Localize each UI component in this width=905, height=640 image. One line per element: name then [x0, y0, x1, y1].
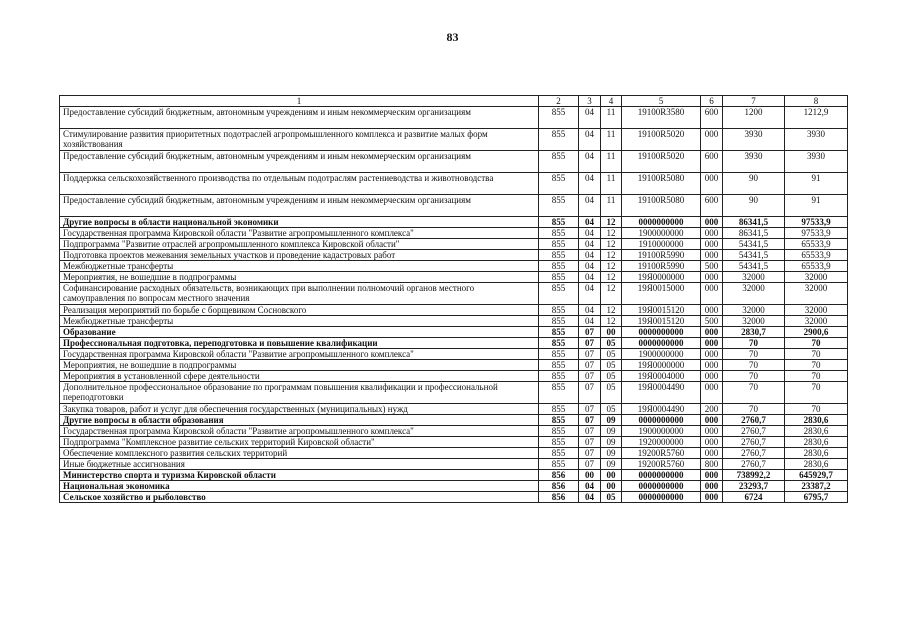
row-name: Образование — [60, 327, 539, 338]
table-row — [60, 448, 848, 459]
table-body — [60, 107, 848, 503]
row-expense-type: 500 — [701, 261, 723, 272]
row-code: 856 — [539, 492, 579, 503]
row-expense-type: 000 — [701, 338, 723, 349]
row-amount-year2: 70 — [785, 349, 848, 360]
table-row — [60, 195, 848, 217]
row-subsection: 12 — [601, 283, 622, 305]
row-code: 855 — [539, 272, 579, 283]
row-expense-type: 000 — [701, 382, 723, 404]
row-subsection: 11 — [601, 173, 622, 195]
row-subsection: 12 — [601, 250, 622, 261]
row-code: 855 — [539, 327, 579, 338]
table-row — [60, 360, 848, 371]
table-row — [60, 272, 848, 283]
row-amount-year2: 91 — [785, 173, 848, 195]
row-target-code: 0000000000 — [622, 217, 701, 228]
row-amount-year1: 90 — [723, 173, 785, 195]
table-row — [60, 305, 848, 316]
table-row — [60, 228, 848, 239]
row-subsection: 05 — [601, 371, 622, 382]
table-row — [60, 459, 848, 470]
row-amount-year1: 32000 — [723, 283, 785, 305]
row-amount-year2: 1212,9 — [785, 107, 848, 129]
row-name: Подпрограмма "Развитие отраслей агропромышленного комплекса Кировской области" — [60, 239, 539, 250]
row-amount-year1: 6724 — [723, 492, 785, 503]
col-header-1: 1 — [60, 96, 539, 107]
row-name: Межбюджетные трансферты — [60, 316, 539, 327]
row-section: 04 — [579, 283, 601, 305]
table-header-row — [60, 96, 848, 107]
row-name: Дополнительное профессиональное образование по программам повышения квалификации и профессиональной переподготовки — [60, 382, 539, 404]
row-code: 855 — [539, 261, 579, 272]
row-target-code: 0000000000 — [622, 481, 701, 492]
row-subsection: 05 — [601, 338, 622, 349]
row-expense-type: 000 — [701, 305, 723, 316]
row-expense-type: 000 — [701, 371, 723, 382]
row-name: Поддержка сельскохозяйственного производства по отдельным подотраслям растениеводства и животноводства — [60, 173, 539, 195]
row-target-code: 0000000000 — [622, 327, 701, 338]
row-amount-year1: 86341,5 — [723, 217, 785, 228]
row-section: 00 — [579, 470, 601, 481]
table-row — [60, 338, 848, 349]
table-row — [60, 129, 848, 151]
row-target-code: 0000000000 — [622, 470, 701, 481]
row-target-code: 19200R5760 — [622, 459, 701, 470]
row-subsection: 12 — [601, 239, 622, 250]
row-section: 07 — [579, 459, 601, 470]
row-section: 07 — [579, 437, 601, 448]
row-amount-year2: 2830,6 — [785, 426, 848, 437]
table-row — [60, 316, 848, 327]
row-target-code: 19Я0015000 — [622, 283, 701, 305]
row-subsection: 09 — [601, 437, 622, 448]
row-section: 07 — [579, 448, 601, 459]
row-expense-type: 600 — [701, 107, 723, 129]
row-section: 07 — [579, 327, 601, 338]
row-target-code: 1900000000 — [622, 349, 701, 360]
row-target-code: 19Я0000000 — [622, 360, 701, 371]
row-expense-type: 000 — [701, 437, 723, 448]
row-expense-type: 200 — [701, 404, 723, 415]
row-amount-year2: 65533,9 — [785, 250, 848, 261]
row-subsection: 12 — [601, 316, 622, 327]
row-target-code: 19100R5990 — [622, 261, 701, 272]
row-section: 07 — [579, 382, 601, 404]
row-subsection: 05 — [601, 492, 622, 503]
row-section: 07 — [579, 360, 601, 371]
row-amount-year1: 70 — [723, 349, 785, 360]
row-subsection: 09 — [601, 426, 622, 437]
row-target-code: 19100R5020 — [622, 129, 701, 151]
row-code: 855 — [539, 437, 579, 448]
row-amount-year2: 97533,9 — [785, 228, 848, 239]
row-name: Государственная программа Кировской области "Развитие агропромышленного комплекса" — [60, 349, 539, 360]
row-amount-year1: 70 — [723, 404, 785, 415]
row-code: 855 — [539, 371, 579, 382]
row-section: 07 — [579, 404, 601, 415]
row-amount-year2: 70 — [785, 382, 848, 404]
row-amount-year1: 70 — [723, 371, 785, 382]
row-expense-type: 000 — [701, 272, 723, 283]
row-amount-year2: 32000 — [785, 272, 848, 283]
row-expense-type: 000 — [701, 481, 723, 492]
row-target-code: 19Я0004000 — [622, 371, 701, 382]
row-expense-type: 800 — [701, 459, 723, 470]
col-header-2: 2 — [539, 96, 579, 107]
row-code: 855 — [539, 239, 579, 250]
row-target-code: 19100R3580 — [622, 107, 701, 129]
table-row — [60, 481, 848, 492]
row-subsection: 05 — [601, 360, 622, 371]
row-target-code: 1900000000 — [622, 426, 701, 437]
row-expense-type: 000 — [701, 426, 723, 437]
row-target-code: 19100R5080 — [622, 195, 701, 217]
row-section: 04 — [579, 239, 601, 250]
row-subsection: 12 — [601, 228, 622, 239]
row-section: 04 — [579, 250, 601, 261]
row-name: Другие вопросы в области национальной экономики — [60, 217, 539, 228]
table-row — [60, 415, 848, 426]
row-name: Мероприятия, не вошедшие в подпрограммы — [60, 360, 539, 371]
col-header-5: 5 — [622, 96, 701, 107]
row-amount-year2: 32000 — [785, 283, 848, 305]
row-expense-type: 600 — [701, 151, 723, 173]
table-row — [60, 470, 848, 481]
row-amount-year2: 2830,6 — [785, 448, 848, 459]
row-amount-year1: 2760,7 — [723, 459, 785, 470]
table-row — [60, 492, 848, 503]
row-code: 855 — [539, 283, 579, 305]
row-expense-type: 000 — [701, 239, 723, 250]
row-name: Национальная экономика — [60, 481, 539, 492]
row-code: 855 — [539, 459, 579, 470]
row-amount-year1: 70 — [723, 382, 785, 404]
table-row — [60, 327, 848, 338]
row-section: 07 — [579, 338, 601, 349]
row-amount-year1: 86341,5 — [723, 228, 785, 239]
row-code: 855 — [539, 129, 579, 151]
row-amount-year1: 32000 — [723, 316, 785, 327]
row-amount-year2: 65533,9 — [785, 239, 848, 250]
row-subsection: 05 — [601, 349, 622, 360]
row-section: 07 — [579, 426, 601, 437]
row-amount-year1: 2760,7 — [723, 415, 785, 426]
row-section: 04 — [579, 305, 601, 316]
row-subsection: 09 — [601, 415, 622, 426]
row-subsection: 00 — [601, 327, 622, 338]
row-name: Предоставление субсидий бюджетным, автономным учреждениям и иным некоммерческим организациям — [60, 151, 539, 173]
table-row — [60, 239, 848, 250]
table-row — [60, 107, 848, 129]
row-amount-year2: 70 — [785, 371, 848, 382]
row-code: 855 — [539, 107, 579, 129]
row-amount-year2: 91 — [785, 195, 848, 217]
row-amount-year1: 1200 — [723, 107, 785, 129]
row-expense-type: 600 — [701, 195, 723, 217]
row-section: 04 — [579, 272, 601, 283]
row-amount-year2: 645929,7 — [785, 470, 848, 481]
row-subsection: 12 — [601, 217, 622, 228]
row-amount-year2: 32000 — [785, 316, 848, 327]
row-name: Стимулирование развития приоритетных подотраслей агропромышленного комплекса и развитие малых форм хозяйствования — [60, 129, 539, 151]
row-subsection: 05 — [601, 404, 622, 415]
row-target-code: 19Я0015120 — [622, 316, 701, 327]
row-code: 855 — [539, 151, 579, 173]
col-header-4: 4 — [601, 96, 622, 107]
row-code: 855 — [539, 173, 579, 195]
row-code: 855 — [539, 448, 579, 459]
row-target-code: 1910000000 — [622, 239, 701, 250]
row-amount-year1: 2760,7 — [723, 426, 785, 437]
row-name: Иные бюджетные ассигнования — [60, 459, 539, 470]
row-amount-year1: 70 — [723, 360, 785, 371]
table-row — [60, 250, 848, 261]
row-target-code: 1900000000 — [622, 228, 701, 239]
row-name: Реализация мероприятий по борьбе с борщевиком Сосновского — [60, 305, 539, 316]
row-subsection: 00 — [601, 481, 622, 492]
row-section: 04 — [579, 195, 601, 217]
row-target-code: 0000000000 — [622, 492, 701, 503]
table-row — [60, 261, 848, 272]
row-amount-year1: 23293,7 — [723, 481, 785, 492]
row-code: 855 — [539, 404, 579, 415]
row-target-code: 19Я0004490 — [622, 404, 701, 415]
row-expense-type: 000 — [701, 470, 723, 481]
row-code: 855 — [539, 415, 579, 426]
budget-table — [59, 95, 848, 503]
row-amount-year2: 2830,6 — [785, 437, 848, 448]
row-amount-year2: 3930 — [785, 129, 848, 151]
row-expense-type: 000 — [701, 492, 723, 503]
table-row — [60, 371, 848, 382]
row-subsection: 11 — [601, 195, 622, 217]
row-subsection: 11 — [601, 151, 622, 173]
row-expense-type: 000 — [701, 327, 723, 338]
row-name: Обеспечение комплексного развития сельских территорий — [60, 448, 539, 459]
row-section: 04 — [579, 481, 601, 492]
row-subsection: 12 — [601, 261, 622, 272]
row-amount-year2: 65533,9 — [785, 261, 848, 272]
row-name: Предоставление субсидий бюджетным, автономным учреждениям и иным некоммерческим организациям — [60, 107, 539, 129]
row-name: Подготовка проектов межевания земельных участков и проведение кадастровых работ — [60, 250, 539, 261]
table-row — [60, 217, 848, 228]
row-section: 04 — [579, 316, 601, 327]
row-subsection: 12 — [601, 305, 622, 316]
row-name: Государственная программа Кировской области "Развитие агропромышленного комплекса" — [60, 228, 539, 239]
row-code: 855 — [539, 360, 579, 371]
row-target-code: 19100R5080 — [622, 173, 701, 195]
row-amount-year1: 2760,7 — [723, 437, 785, 448]
row-name: Министерство спорта и туризма Кировской области — [60, 470, 539, 481]
row-amount-year2: 32000 — [785, 305, 848, 316]
row-target-code: 0000000000 — [622, 415, 701, 426]
row-expense-type: 000 — [701, 360, 723, 371]
row-name: Закупка товаров, работ и услуг для обеспечения государственных (муниципальных) нужд — [60, 404, 539, 415]
row-expense-type: 000 — [701, 448, 723, 459]
row-section: 07 — [579, 349, 601, 360]
row-subsection: 05 — [601, 382, 622, 404]
row-target-code: 19100R5020 — [622, 151, 701, 173]
row-target-code: 19200R5760 — [622, 448, 701, 459]
row-target-code: 19Я0004490 — [622, 382, 701, 404]
col-header-7: 7 — [723, 96, 785, 107]
row-amount-year2: 23387,2 — [785, 481, 848, 492]
row-code: 855 — [539, 349, 579, 360]
row-target-code: 0000000000 — [622, 338, 701, 349]
row-code: 855 — [539, 316, 579, 327]
row-amount-year2: 70 — [785, 404, 848, 415]
row-target-code: 19Я0000000 — [622, 272, 701, 283]
page-number: 83 — [446, 30, 459, 44]
row-section: 04 — [579, 173, 601, 195]
row-code: 855 — [539, 228, 579, 239]
row-code: 855 — [539, 250, 579, 261]
row-subsection: 09 — [601, 448, 622, 459]
col-header-6: 6 — [701, 96, 723, 107]
row-name: Мероприятия, не вошедшие в подпрограммы — [60, 272, 539, 283]
row-name: Сельское хозяйство и рыболовство — [60, 492, 539, 503]
row-code: 855 — [539, 305, 579, 316]
table-row — [60, 151, 848, 173]
row-subsection: 09 — [601, 459, 622, 470]
row-name: Профессиональная подготовка, переподготовка и повышение квалификации — [60, 338, 539, 349]
row-section: 07 — [579, 415, 601, 426]
table-row — [60, 283, 848, 305]
row-code: 855 — [539, 426, 579, 437]
row-expense-type: 000 — [701, 415, 723, 426]
row-expense-type: 500 — [701, 316, 723, 327]
row-code: 855 — [539, 338, 579, 349]
row-amount-year1: 70 — [723, 338, 785, 349]
table-row — [60, 349, 848, 360]
row-name: Государственная программа Кировской области "Развитие агропромышленного комплекса" — [60, 426, 539, 437]
row-amount-year1: 90 — [723, 195, 785, 217]
row-expense-type: 000 — [701, 228, 723, 239]
row-subsection: 00 — [601, 470, 622, 481]
row-amount-year2: 97533,9 — [785, 217, 848, 228]
table-row — [60, 173, 848, 195]
row-code: 855 — [539, 195, 579, 217]
col-header-3: 3 — [579, 96, 601, 107]
row-code: 855 — [539, 217, 579, 228]
row-code: 855 — [539, 382, 579, 404]
row-section: 04 — [579, 129, 601, 151]
row-section: 04 — [579, 217, 601, 228]
row-expense-type: 000 — [701, 250, 723, 261]
row-section: 07 — [579, 371, 601, 382]
row-amount-year1: 54341,5 — [723, 261, 785, 272]
row-target-code: 19Я0015120 — [622, 305, 701, 316]
row-section: 04 — [579, 261, 601, 272]
row-amount-year1: 738992,2 — [723, 470, 785, 481]
row-amount-year1: 2760,7 — [723, 448, 785, 459]
row-name: Мероприятия в установленной сфере деятельности — [60, 371, 539, 382]
row-name: Предоставление субсидий бюджетным, автономным учреждениям и иным некоммерческим организациям — [60, 195, 539, 217]
row-amount-year2: 3930 — [785, 151, 848, 173]
row-amount-year1: 54341,5 — [723, 239, 785, 250]
row-amount-year1: 3930 — [723, 129, 785, 151]
row-amount-year1: 32000 — [723, 305, 785, 316]
row-subsection: 11 — [601, 107, 622, 129]
row-expense-type: 000 — [701, 129, 723, 151]
row-expense-type: 000 — [701, 283, 723, 305]
table-row — [60, 382, 848, 404]
row-subsection: 12 — [601, 272, 622, 283]
row-expense-type: 000 — [701, 173, 723, 195]
row-section: 04 — [579, 151, 601, 173]
row-amount-year1: 2830,7 — [723, 327, 785, 338]
row-target-code: 1920000000 — [622, 437, 701, 448]
row-amount-year2: 2830,6 — [785, 415, 848, 426]
table-row — [60, 426, 848, 437]
row-code: 856 — [539, 470, 579, 481]
row-name: Софинансирование расходных обязательств, возникающих при выполнении полномочий органов местного самоуправления по вопросам местного значения — [60, 283, 539, 305]
row-section: 04 — [579, 492, 601, 503]
row-amount-year2: 2830,6 — [785, 459, 848, 470]
row-name: Межбюджетные трансферты — [60, 261, 539, 272]
row-expense-type: 000 — [701, 217, 723, 228]
table-row — [60, 437, 848, 448]
row-amount-year2: 2900,6 — [785, 327, 848, 338]
row-amount-year2: 70 — [785, 338, 848, 349]
row-code: 856 — [539, 481, 579, 492]
row-expense-type: 000 — [701, 349, 723, 360]
row-name: Другие вопросы в области образования — [60, 415, 539, 426]
row-amount-year2: 70 — [785, 360, 848, 371]
row-amount-year1: 32000 — [723, 272, 785, 283]
table-row — [60, 404, 848, 415]
col-header-8: 8 — [785, 96, 848, 107]
row-subsection: 11 — [601, 129, 622, 151]
row-section: 04 — [579, 107, 601, 129]
row-name: Подпрограмма "Комплексное развитие сельских территорий Кировской области" — [60, 437, 539, 448]
row-section: 04 — [579, 228, 601, 239]
row-amount-year2: 6795,7 — [785, 492, 848, 503]
row-amount-year1: 54341,5 — [723, 250, 785, 261]
row-target-code: 19100R5990 — [622, 250, 701, 261]
row-amount-year1: 3930 — [723, 151, 785, 173]
